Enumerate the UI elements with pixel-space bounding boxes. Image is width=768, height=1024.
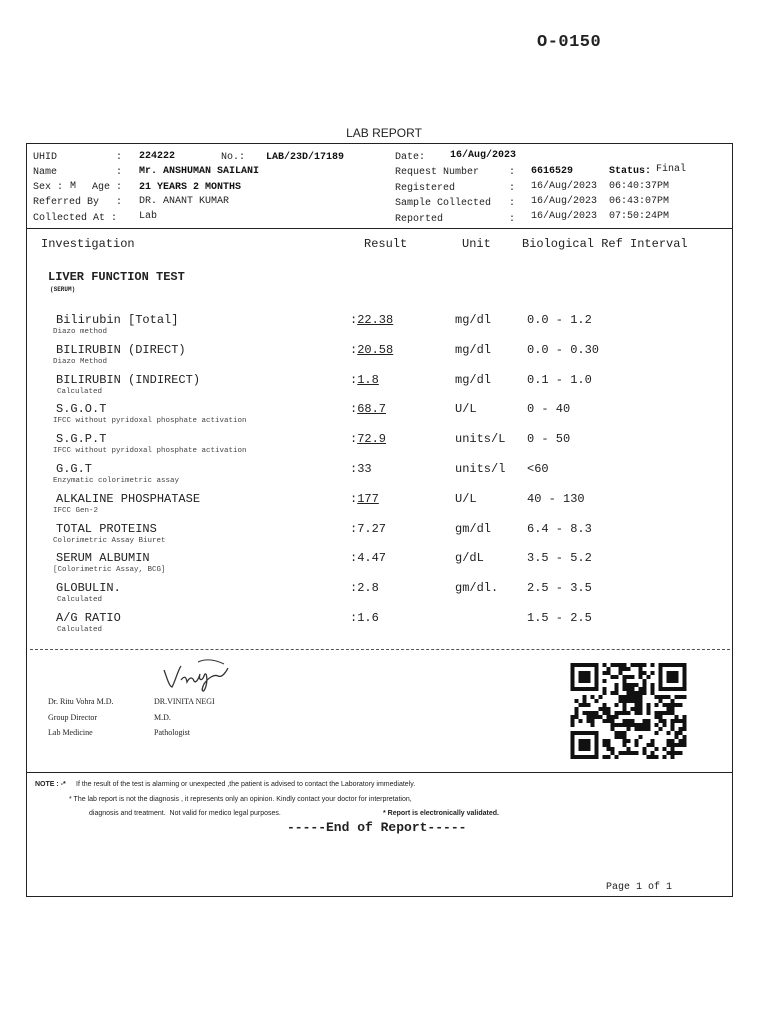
signatory-1-title: Group Director — [48, 713, 98, 722]
result-colon: : — [350, 402, 358, 417]
result-value: 1.6 — [357, 611, 379, 625]
reported-colon: : — [509, 214, 516, 225]
referred-value: DR. ANANT KUMAR — [139, 196, 230, 207]
test-result — [350, 492, 379, 506]
signatory-1-dept: Lab Medicine — [48, 728, 93, 737]
test-unit: mg/dl — [455, 313, 492, 327]
test-method: IFCC without pyridoxal phosphate activation — [53, 417, 247, 426]
age-value: 21 YEARS 2 MONTHS — [139, 182, 242, 193]
test-method: Calculated — [57, 626, 103, 634]
result-colon: : — [350, 611, 358, 625]
test-name: G.G.T — [56, 462, 93, 476]
test-ref-interval: <60 — [527, 462, 549, 476]
result-colon: : — [350, 432, 358, 447]
date-value: 16/Aug/2023 — [450, 150, 517, 161]
signatory-2-dept: Pathologist — [154, 728, 191, 737]
test-ref-interval: 2.5 - 3.5 — [527, 581, 592, 596]
sample-label: Sample Collected — [395, 198, 492, 209]
test-ref-interval: 0 - 50 — [527, 432, 571, 447]
column-ref: Biological Ref Interval — [522, 237, 688, 251]
signatory-2-title: M.D. — [154, 713, 171, 722]
test-name: BILIRUBIN (INDIRECT) — [56, 372, 201, 387]
result-colon: : — [350, 313, 358, 327]
test-ref-interval: 0 - 40 — [527, 402, 571, 417]
qr-code — [570, 663, 687, 759]
no-label: No.: — [221, 152, 246, 163]
test-result — [350, 522, 386, 536]
section-specimen: (SERUM) — [50, 286, 76, 293]
test-unit: mg/dl — [455, 342, 492, 357]
registered-colon: : — [509, 183, 516, 194]
sex-label: Sex : — [33, 182, 64, 193]
result-colon: : — [350, 581, 358, 596]
test-unit: units/L — [455, 432, 506, 447]
test-name: S.G.O.T — [56, 402, 107, 417]
test-name: Bilirubin [Total] — [56, 313, 179, 327]
result-value-abnormal: 1.8 — [357, 372, 379, 387]
name-label: Name — [33, 167, 58, 178]
test-name: BILIRUBIN (DIRECT) — [56, 342, 186, 357]
column-unit: Unit — [462, 237, 491, 251]
reported-value: 16/Aug/2023 07:50:24PM — [531, 211, 670, 222]
test-result — [350, 313, 393, 327]
note-line-2: * The lab report is not the diagnosis , it represents only an opinion. Kindly contact your doctor for interpretation, — [69, 796, 412, 803]
test-result — [350, 611, 379, 625]
section-title: LIVER FUNCTION TEST — [48, 270, 185, 284]
test-unit: g/dL — [455, 551, 484, 566]
sex-value: M — [70, 181, 77, 192]
result-value-abnormal: 68.7 — [357, 402, 387, 417]
result-value: 4.47 — [357, 551, 387, 566]
header-divider — [26, 228, 733, 229]
no-value: LAB/23D/17189 — [266, 152, 345, 163]
test-method: Diazo method — [53, 328, 108, 336]
validated-note: * Report is electronically validated. — [383, 810, 499, 817]
patient-name: Mr. ANSHUMAN SAILANI — [139, 166, 260, 177]
test-unit: U/L — [455, 402, 477, 417]
test-ref-interval: 0.0 - 1.2 — [527, 313, 592, 327]
test-ref-interval: 1.5 - 2.5 — [527, 611, 592, 625]
referred-colon: : — [116, 197, 123, 208]
note-line-3: diagnosis and treatment. Not valid for medico legal purposes. — [89, 810, 281, 817]
note-prefix: NOTE : -* — [35, 781, 66, 788]
test-result — [350, 402, 386, 416]
end-of-report: -----End of Report----- — [287, 820, 467, 835]
referred-label: Referred By — [33, 197, 100, 208]
name-colon: : — [116, 167, 123, 178]
result-colon: : — [350, 491, 358, 506]
test-method: Diazo Method — [53, 357, 108, 366]
registered-value: 16/Aug/2023 06:40:37PM — [531, 181, 670, 192]
result-value: 7.27 — [357, 521, 387, 536]
result-colon: : — [350, 462, 358, 476]
result-colon: : — [350, 521, 358, 536]
test-ref-interval: 3.5 - 5.2 — [527, 551, 592, 566]
test-name: S.G.P.T — [56, 432, 107, 447]
test-name: TOTAL PROTEINS — [56, 521, 157, 536]
test-result — [350, 432, 386, 446]
note-line-1: If the result of the test is alarming or unexpected ,the patient is advised to contact the Laboratory immediately. — [76, 781, 416, 788]
column-investigation: Investigation — [41, 237, 135, 251]
signature-image — [158, 656, 232, 698]
signatory-2-name: DR.VINITA NEGI — [154, 697, 215, 706]
result-colon: : — [350, 372, 358, 387]
sample-value: 16/Aug/2023 06:43:07PM — [531, 196, 670, 207]
result-value: 33 — [357, 462, 372, 476]
notes-divider — [26, 772, 733, 773]
status-label: Status: — [609, 166, 652, 177]
signature-divider — [30, 649, 730, 650]
test-method: Calculated — [57, 596, 103, 605]
uhid-colon: : — [116, 152, 123, 163]
result-colon: : — [350, 551, 358, 566]
test-name: GLOBULIN. — [56, 581, 121, 596]
test-method: Calculated — [57, 387, 103, 396]
test-result — [350, 373, 379, 387]
uhid-label: UHID — [33, 152, 58, 163]
request-colon: : — [509, 167, 516, 178]
test-name: ALKALINE PHOSPHATASE — [56, 491, 201, 506]
test-method: Colorimetric Assay Biuret — [53, 536, 166, 545]
request-label: Request Number — [395, 167, 480, 178]
test-ref-interval: 0.1 - 1.0 — [527, 372, 592, 387]
result-value-abnormal: 177 — [357, 491, 379, 506]
status-value: Final — [656, 164, 687, 175]
collected-value: Lab — [139, 211, 158, 222]
result-colon: : — [350, 342, 358, 357]
result-value-abnormal: 72.9 — [357, 432, 387, 447]
signatory-1-name: Dr. Ritu Vohra M.D. — [48, 697, 114, 706]
test-name: SERUM ALBUMIN — [56, 551, 150, 566]
test-ref-interval: 0.0 - 0.30 — [527, 342, 600, 357]
test-unit: U/L — [455, 491, 477, 506]
result-value-abnormal: 22.38 — [357, 313, 394, 327]
report-title: LAB REPORT — [346, 126, 422, 140]
uhid-value: 224222 — [139, 151, 176, 162]
test-ref-interval: 6.4 - 8.3 — [527, 521, 592, 536]
test-unit: units/l — [455, 462, 506, 476]
test-method: IFCC without pyridoxal phosphate activation — [53, 447, 247, 456]
document-id: O-0150 — [537, 33, 602, 52]
test-ref-interval: 40 - 130 — [527, 491, 585, 506]
age-label: Age : — [92, 182, 123, 193]
test-unit: gm/dl — [455, 521, 492, 536]
registered-label: Registered — [395, 183, 456, 194]
result-value: 2.8 — [357, 581, 379, 596]
test-result — [350, 581, 379, 595]
result-value-abnormal: 20.58 — [357, 342, 394, 357]
page-number: Page 1 of 1 — [606, 882, 673, 893]
collected-label: Collected At : — [33, 213, 118, 224]
test-unit: mg/dl — [455, 372, 492, 387]
test-method: [Colorimetric Assay, BCG] — [53, 566, 166, 575]
request-number: 6616529 — [531, 166, 574, 177]
reported-label: Reported — [395, 214, 444, 225]
test-unit: gm/dl. — [455, 581, 499, 596]
test-result — [350, 343, 393, 357]
test-result — [350, 462, 372, 476]
date-label: Date: — [395, 152, 426, 163]
test-result — [350, 551, 386, 565]
sample-colon: : — [509, 198, 516, 209]
test-method: IFCC Gen-2 — [53, 506, 99, 515]
test-name: A/G RATIO — [56, 611, 121, 625]
test-method: Enzymatic colorimetric assay — [53, 477, 180, 485]
column-result: Result — [364, 237, 408, 251]
